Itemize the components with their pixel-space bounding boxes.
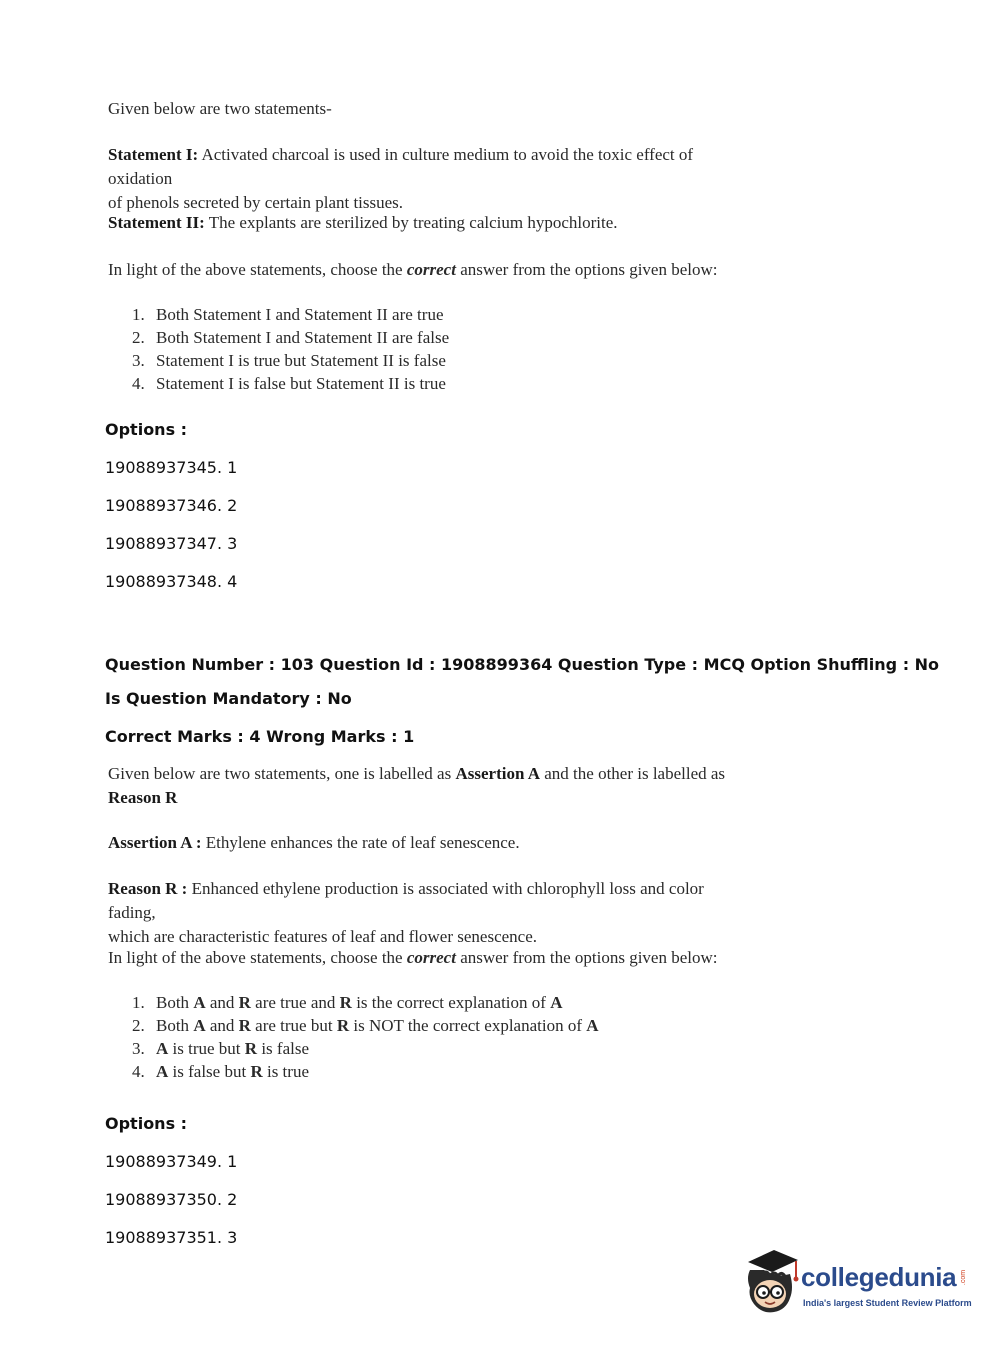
q1-statement-2	[108, 211, 748, 235]
q2-prompt-pre: In light of the above statements, choose the	[108, 948, 403, 967]
logo-domain: .com	[960, 1269, 968, 1286]
q1-prompt-post: answer from the options given below:	[460, 260, 718, 279]
list-number: 4.	[132, 374, 145, 393]
q1-option: 19088937348. 4	[105, 572, 238, 591]
list-text: Both	[156, 1016, 194, 1035]
list-number: 2.	[132, 328, 145, 347]
list-number: 2.	[132, 1016, 145, 1035]
q2-intro	[108, 762, 748, 810]
q1-list-item	[132, 304, 444, 326]
q1-list-item	[132, 327, 449, 349]
list-text: Both Statement I and Statement II are true	[156, 305, 444, 324]
q2-marks: Correct Marks : 4 Wrong Marks : 1	[105, 727, 415, 746]
list-bold: R	[339, 993, 352, 1012]
list-text: Both	[156, 993, 194, 1012]
list-bold: A	[586, 1016, 599, 1035]
list-text: are true but	[250, 1016, 337, 1035]
q1-statement-1-label: Statement I:	[108, 145, 199, 164]
q1-options-heading: Options :	[105, 420, 188, 439]
list-number: 1.	[132, 305, 145, 324]
q1-option: 19088937347. 3	[105, 534, 238, 553]
q1-intro: Given below are two statements-	[108, 99, 332, 118]
mascot-icon	[740, 1248, 802, 1320]
q2-mandatory: Is Question Mandatory : No	[105, 689, 352, 708]
list-number: 4.	[132, 1062, 145, 1081]
q1-statement-2-label: Statement II:	[108, 213, 205, 232]
logo-wordmark: collegedunia	[801, 1262, 957, 1292]
list-text: and	[205, 1016, 239, 1035]
q2-prompt	[108, 946, 748, 970]
q1-statement-1-line1: Activated charcoal is used in culture medium to avoid the toxic effect of oxidation	[108, 145, 694, 188]
list-bold: R	[244, 1039, 258, 1058]
list-bold: A	[156, 1039, 169, 1058]
list-text: Statement I is false but Statement II is true	[156, 374, 446, 393]
collegedunia-logo[interactable]	[740, 1248, 972, 1320]
list-number: 1.	[132, 993, 145, 1012]
q2-option: 19088937350. 2	[105, 1190, 238, 1209]
q2-list-item	[132, 1061, 309, 1083]
logo-tagline: India's largest Student Review Platform	[803, 1298, 972, 1308]
list-text: is NOT the correct explanation of	[349, 1016, 587, 1035]
list-text: is the correct explanation of	[351, 993, 551, 1012]
list-bold: R	[336, 1016, 350, 1035]
q2-list-item	[132, 1038, 309, 1060]
q2-intro-assertion: Assertion A	[455, 764, 540, 783]
list-text: are true and	[250, 993, 340, 1012]
q1-option: 19088937345. 1	[105, 458, 238, 477]
q2-prompt-post: answer from the options given below:	[460, 948, 718, 967]
q1-prompt-em: correct	[406, 260, 456, 279]
list-number: 3.	[132, 351, 145, 370]
q2-meta-line: Question Number : 103 Question Id : 1908899364 Question Type : MCQ Option Shuffling : No	[105, 655, 940, 674]
list-text: Both Statement I and Statement II are false	[156, 328, 450, 347]
list-bold: R	[238, 993, 251, 1012]
q1-prompt-pre: In light of the above statements, choose the	[108, 260, 403, 279]
q2-assertion-text: Ethylene enhances the rate of leaf senescence.	[205, 833, 520, 852]
list-text: is true but	[168, 1039, 245, 1058]
q1-prompt	[108, 258, 748, 282]
list-bold: R	[238, 1016, 251, 1035]
list-bold: R	[250, 1062, 263, 1081]
q1-statement-2-text: The explants are sterilized by treating calcium hypochlorite.	[208, 213, 618, 232]
q2-options-heading: Options :	[105, 1114, 188, 1133]
q2-list-item	[132, 1015, 599, 1037]
list-text: is true	[262, 1062, 309, 1081]
list-text: is false but	[168, 1062, 251, 1081]
q2-reason	[108, 877, 748, 949]
q2-assertion	[108, 831, 748, 855]
list-bold: A	[550, 993, 563, 1012]
q1-statement-1-line2: of phenols secreted by certain plant tissues.	[108, 193, 404, 212]
q1-statement-1	[108, 143, 748, 215]
q2-reason-label: Reason R :	[108, 879, 188, 898]
q1-list-item	[132, 350, 446, 372]
q2-option: 19088937349. 1	[105, 1152, 238, 1171]
list-text: and	[205, 993, 239, 1012]
list-bold: A	[193, 993, 206, 1012]
q2-intro-reason: Reason R	[108, 788, 178, 807]
list-text: Statement I is true but Statement II is false	[156, 351, 446, 370]
q1-list-item	[132, 373, 446, 395]
list-bold: A	[156, 1062, 169, 1081]
list-bold: A	[193, 1016, 206, 1035]
list-number: 3.	[132, 1039, 145, 1058]
q2-reason-line1: Enhanced ethylene production is associated with chlorophyll loss and color fading,	[108, 879, 704, 922]
list-text: is false	[257, 1039, 309, 1058]
q2-option: 19088937351. 3	[105, 1228, 238, 1247]
q2-assertion-label: Assertion A :	[108, 833, 202, 852]
q2-reason-line2: which are characteristic features of leaf and flower senescence.	[108, 927, 538, 946]
q1-option: 19088937346. 2	[105, 496, 238, 515]
q2-prompt-em: correct	[406, 948, 456, 967]
q2-list-item	[132, 992, 562, 1014]
q2-intro-pre: Given below are two statements, one is labelled as	[108, 764, 452, 783]
q2-intro-mid: and the other is labelled as	[544, 764, 726, 783]
